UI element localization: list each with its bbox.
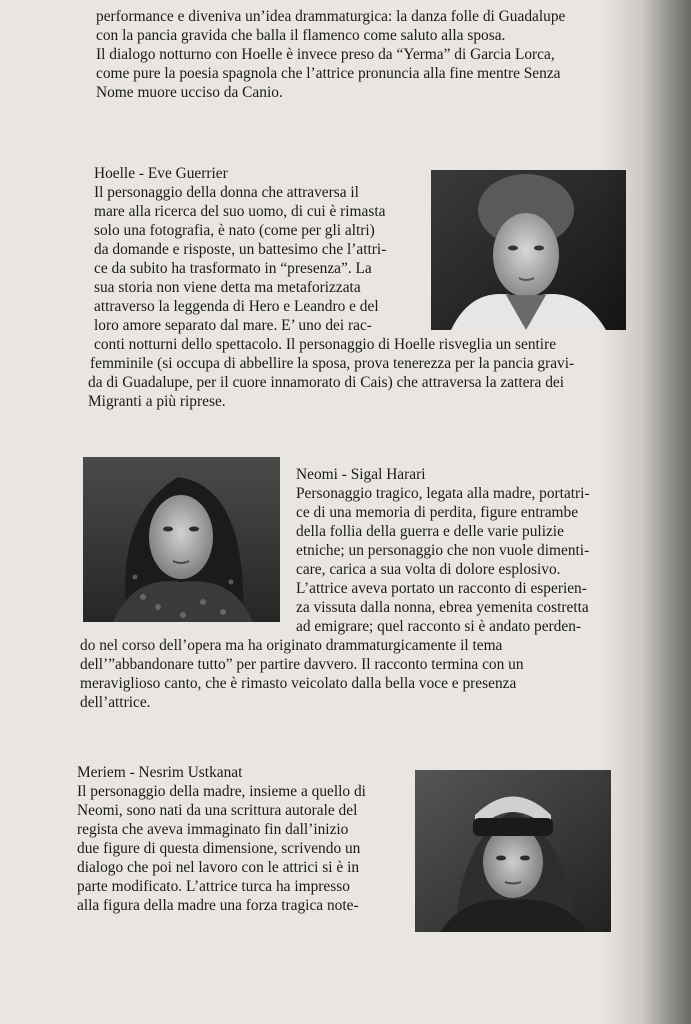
text-line: Neomi, sono nati da una scrittura autorale del bbox=[77, 802, 358, 819]
text-line: alla figura della madre una forza tragica note- bbox=[77, 897, 359, 914]
text-line: dialogo che poi nel lavoro con le attrici si è in bbox=[77, 859, 360, 876]
text-line: ad emigrare; quel racconto si è andato perden- bbox=[296, 618, 582, 635]
text-line: come pure la poesia spagnola che l’attrice pronuncia alla fine mentre Senza bbox=[96, 65, 561, 82]
text-line: mare alla ricerca del suo uomo, di cui è rimasta bbox=[94, 203, 386, 220]
text-line: Nome muore ucciso da Canio. bbox=[96, 84, 283, 101]
portrait-photo-hoelle-icon bbox=[431, 170, 626, 330]
text-line: Migranti a più riprese. bbox=[88, 393, 226, 410]
text-line: con la pancia gravida che balla il flamenco come saluto alla sposa. bbox=[96, 27, 506, 44]
section-heading: Neomi - Sigal Harari bbox=[296, 466, 426, 483]
text-line: performance e diveniva un’idea drammaturgica: la danza folle di Guadalupe bbox=[96, 8, 566, 25]
text-line: ce di una memoria di perdita, figure entrambe bbox=[296, 504, 579, 521]
text-line: za vissuta dalla nonna, ebrea yemenita costretta bbox=[296, 599, 589, 616]
portrait-photo-neomi-icon bbox=[83, 457, 280, 622]
text-line: da domande e risposte, un battesimo che l’attri- bbox=[94, 241, 387, 258]
text-line: conti notturni dello spettacolo. Il personaggio di Hoelle risveglia un sentire bbox=[94, 336, 557, 353]
text-line: ce da subito ha trasformato in “presenza”. La bbox=[94, 260, 372, 277]
text-line: da di Guadalupe, per il cuore innamorato di Cais) che attraversa la zattera dei bbox=[88, 374, 565, 391]
text-line: care, carica a sua volta di dolore esplosivo. bbox=[296, 561, 561, 578]
text-line: della follia della guerra e delle varie pulizie bbox=[296, 523, 564, 540]
text-line: do nel corso dell’opera ma ha originato drammaturgicamente il tema bbox=[80, 637, 503, 654]
text-line: femminile (si occupa di abbellire la sposa, prova tenerezza per la pancia gravi- bbox=[90, 355, 575, 372]
text-line: etniche; un personaggio che non vuole dimenti- bbox=[296, 542, 590, 559]
text-line: parte modificato. L’attrice turca ha impresso bbox=[77, 878, 350, 895]
text-line: Personaggio tragico, legata alla madre, portatri- bbox=[296, 485, 590, 502]
text-line: Il dialogo notturno con Hoelle è invece preso da “Yerma” di Garcia Lorca, bbox=[96, 46, 555, 63]
text-line: sua storia non viene detta ma metaforizzata bbox=[94, 279, 361, 296]
text-line: solo una fotografia, è nato (come per gli altri) bbox=[94, 222, 375, 239]
text-line: meraviglioso canto, che è rimasto veicolato dalla bella voce e presenza bbox=[80, 675, 517, 692]
text-line: dell’”abbandonare tutto” per partire davvero. Il racconto termina con un bbox=[80, 656, 524, 673]
text-line: attraverso la leggenda di Hero e Leandro e del bbox=[94, 298, 379, 315]
page-edge-shadow bbox=[601, 0, 691, 1024]
text-line: L’attrice aveva portato un racconto di esperien- bbox=[296, 580, 587, 597]
text-line: due figure di questa dimensione, scrivendo un bbox=[77, 840, 361, 857]
portrait-photo-meriem-icon bbox=[415, 770, 611, 932]
section-heading: Meriem - Nesrim Ustkanat bbox=[77, 764, 243, 781]
text-line: loro amore separato dal mare. E’ uno dei rac- bbox=[94, 317, 372, 334]
text-line: Il personaggio della donna che attraversa il bbox=[94, 184, 359, 201]
text-line: Il personaggio della madre, insieme a quello di bbox=[77, 783, 366, 800]
text-line: regista che aveva immaginato fin dall’inizio bbox=[77, 821, 349, 838]
section-heading: Hoelle - Eve Guerrier bbox=[94, 165, 228, 182]
text-line: dell’attrice. bbox=[80, 694, 151, 711]
